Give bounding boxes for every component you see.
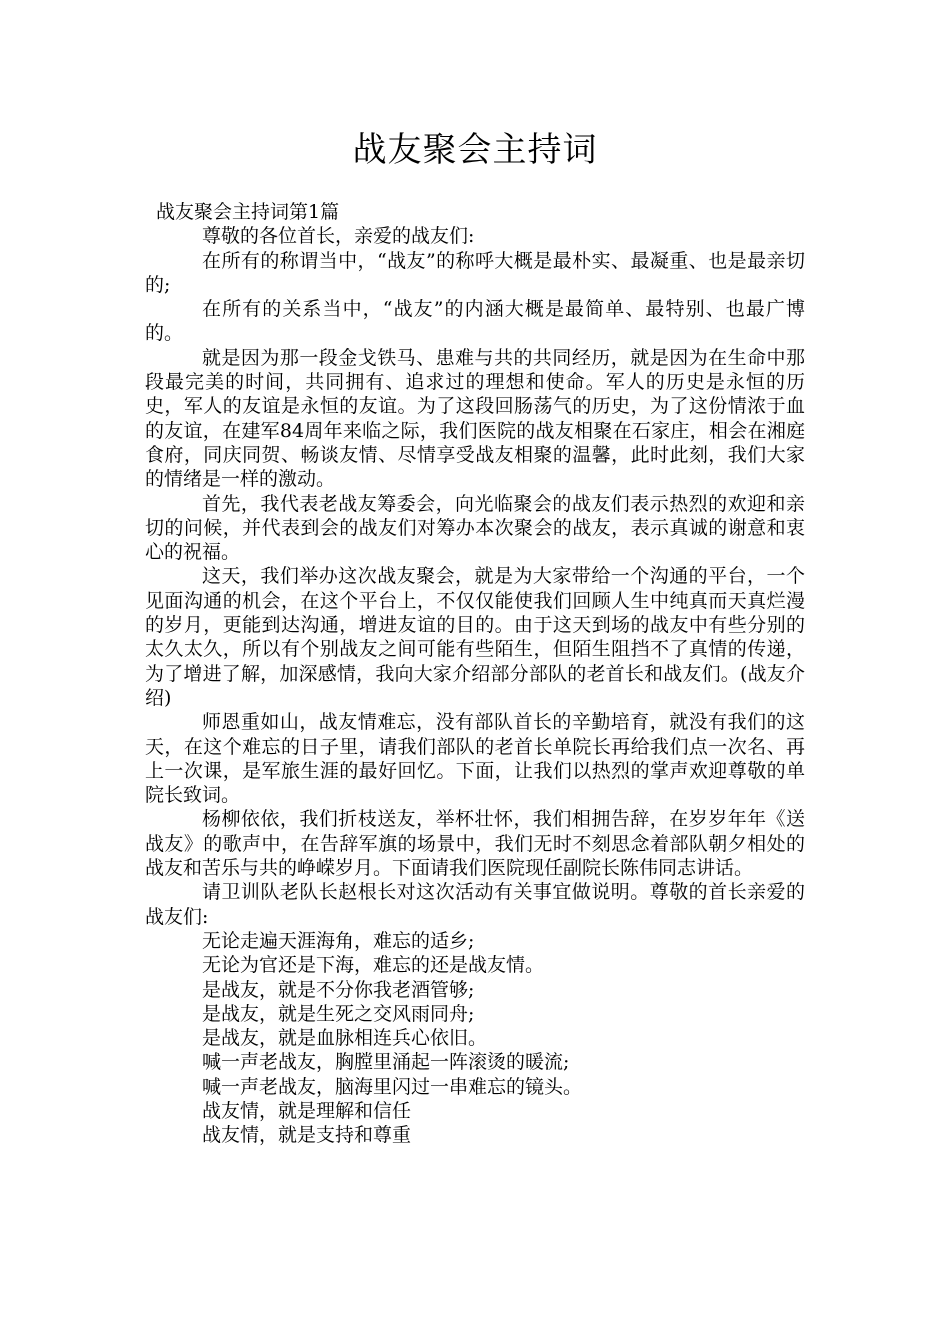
paragraph: 杨柳依依，我们折枝送友，举杯壮怀，我们相拥告辞，在岁岁年年《送战友》的歌声中，在告辞军旗的场景中，我们无时不刻思念着部队朝夕相处的战友和苦乐与共的峥嵘岁月。下面请我们医院现任副院长陈伟同志讲话。 (145, 808, 805, 880)
paragraph-greeting: 尊敬的各位首长，亲爱的战友们: (202, 225, 475, 248)
paragraph: 这天，我们举办这次战友聚会，就是为大家带给一个沟通的平台，一个见面沟通的机会，在这个平台上，不仅仅能使我们回顾人生中纯真而天真烂漫的岁月，更能到达沟通，增进友谊的目的。由于这天到场的战友中有些分别的太久太久，所以有个别战友之间可能有些陌生，但陌生阻挡不了真情的传递，为了增进了解，加深感情，我向大家介绍部分部队的老首长和战友们。(战友介绍) (145, 565, 805, 709)
document-subtitle: 战友聚会主持词第1篇 (156, 201, 340, 223)
verse-line: 战友情，就是支持和尊重 (202, 1124, 412, 1147)
document-body (145, 200, 805, 1148)
verse-line: 喊一声老战友，脑海里闪过一串难忘的镜头。 (202, 1075, 583, 1098)
paragraph: 请卫训队老队长赵根长对这次活动有关事宜做说明。尊敬的首长亲爱的战友们: (145, 881, 805, 928)
document-title: 战友聚会主持词 (352, 130, 598, 170)
paragraph: 在所有的关系当中，“战友”的内涵大概是最简单、最特别、也最广博的。 (145, 298, 805, 345)
verse-line: 是战友，就是生死之交风雨同舟; (202, 1002, 475, 1025)
verse-line: 喊一声老战友，胸膛里涌起一阵滚烫的暖流; (202, 1051, 570, 1074)
paragraph: 师恩重如山，战友情难忘，没有部队首长的辛勤培育，就没有我们的这天，在这个难忘的日子里，请我们部队的老首长单院长再给我们点一次名、再上一次课，是军旅生涯的最好回忆。下面，让我们以热烈的掌声欢迎尊敬的单院长致词。 (145, 711, 805, 807)
paragraph: 首先，我代表老战友筹委会，向光临聚会的战友们表示热烈的欢迎和亲切的问候，并代表到会的战友们对筹办本次聚会的战友，表示真诚的谢意和衷心的祝福。 (145, 492, 805, 564)
paragraph: 就是因为那一段金戈铁马、患难与共的共同经历，就是因为在生命中那段最完美的时间，共同拥有、追求过的理想和使命。军人的历史是永恒的历史，军人的友谊是永恒的友谊。为了这段回肠荡气的历史，为了这份情浓于血的友谊，在建军84周年来临之际，我们医院的战友相聚在石家庄，相会在湘庭食府，同庆同贺、畅谈友情、尽情享受战友相聚的温馨，此时此刻，我们大家的情绪是一样的激动。 (145, 346, 805, 491)
verse-line: 无论走遍天涯海角，难忘的适乡; (202, 929, 475, 952)
verse-line: 战友情，就是理解和信任 (202, 1099, 412, 1122)
paragraph: 在所有的称谓当中，“战友”的称呼大概是最朴实、最凝重、也是最亲切的; (145, 249, 805, 296)
verse-line: 是战友，就是不分你我老酒管够; (202, 978, 475, 1001)
verse-line: 无论为官还是下海，难忘的还是战友情。 (202, 954, 545, 977)
verse-line: 是战友，就是血脉相连兵心依旧。 (202, 1027, 488, 1050)
